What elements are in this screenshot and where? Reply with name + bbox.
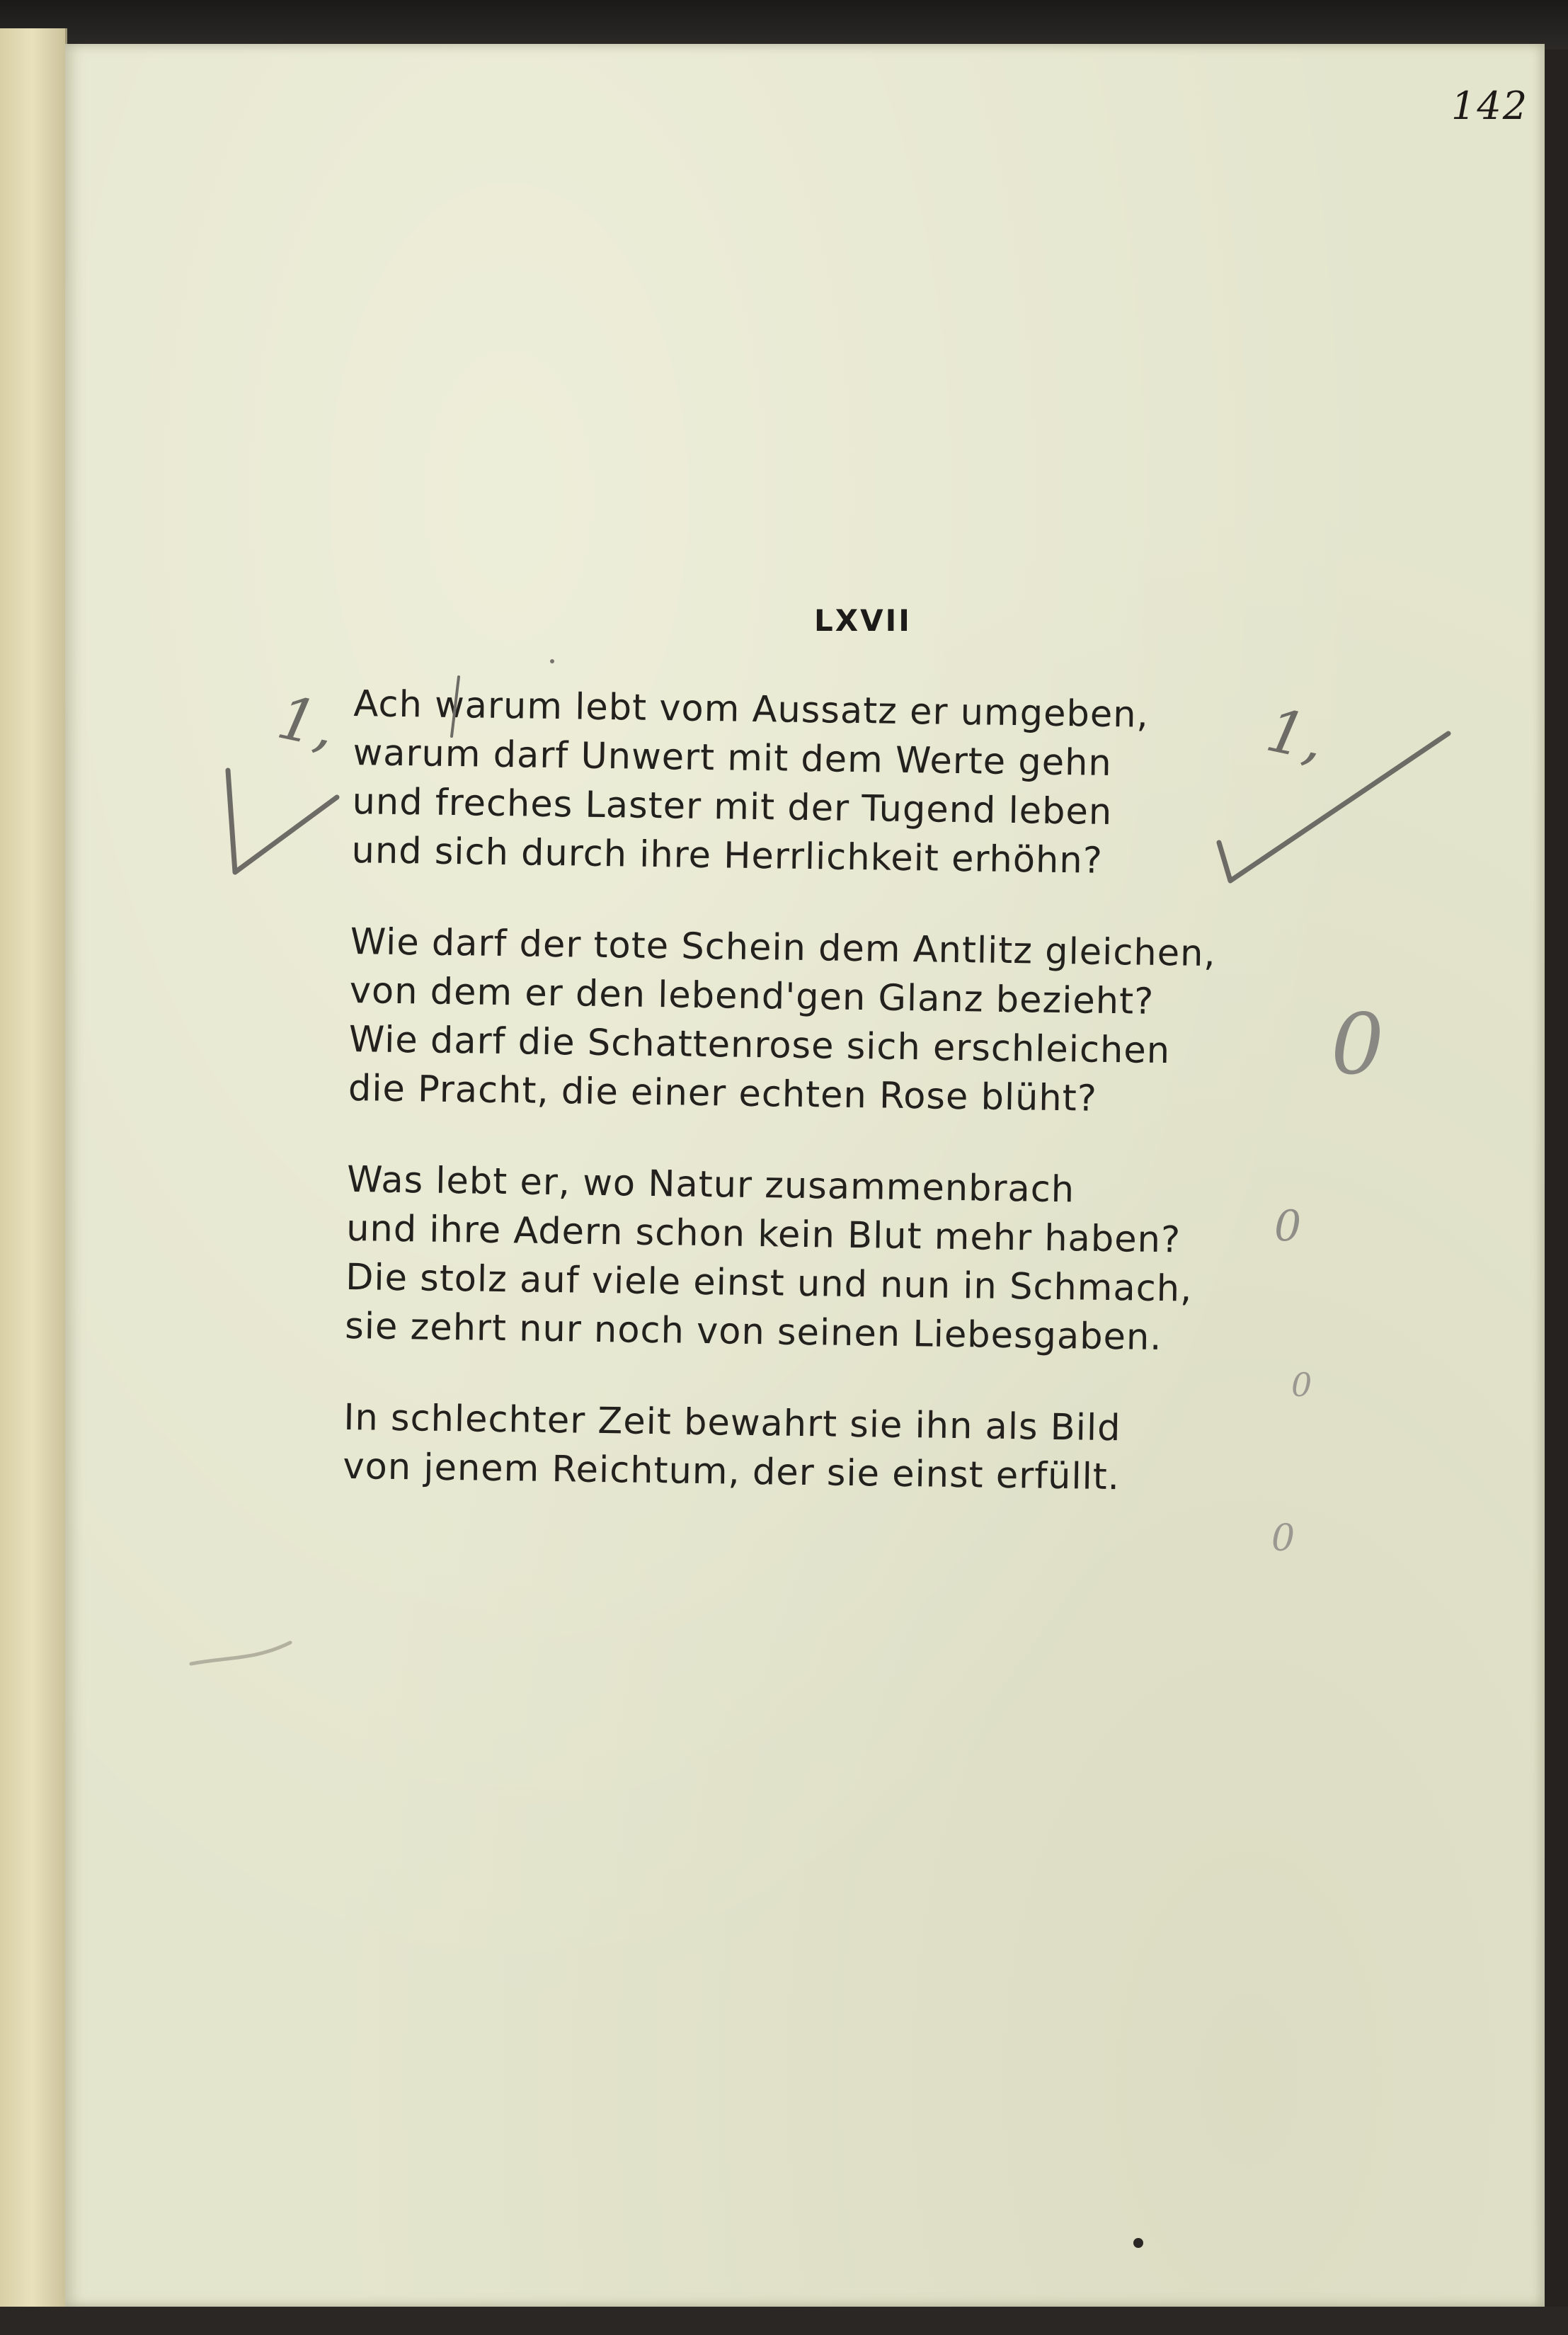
margin-mark: 0 [1274, 1201, 1302, 1251]
stanza [343, 1393, 1293, 1505]
poem-line: und sich durch ihre Herrlichkeit erhöhn? [351, 829, 1104, 882]
tally-left: 1, [271, 682, 342, 763]
poem-line: In schlechter Zeit bewahrt sie ihn als Bild [343, 1396, 1121, 1450]
stanza [348, 918, 1299, 1126]
poem-line: von dem er den lebend'gen Glanz bezieht? [349, 969, 1155, 1023]
poem-line: Wie darf der tote Schein dem Antlitz gleichen, [350, 920, 1217, 976]
poem-line: sie zehrt nur noch von seinen Liebesgaben. [344, 1305, 1162, 1359]
poem-line: und freches Laster mit der Tugend leben [352, 780, 1113, 833]
poem-line: Was lebt er, wo Natur zusammenbrach [346, 1158, 1075, 1211]
poem-line: von jenem Reichtum, der sie einst erfüllt. [343, 1445, 1121, 1499]
poem-line: und ihre Adern schon kein Blut mehr haben? [345, 1207, 1181, 1262]
poem-line: warum darf Unwert mit dem Werte gehn [353, 731, 1113, 784]
poem-title: LXVII [814, 603, 912, 638]
poem-body [342, 680, 1303, 1547]
margin-mark: 0 [1271, 1517, 1295, 1560]
stanza [345, 1155, 1296, 1364]
facing-page-edge [0, 28, 67, 2329]
folio-number: 142 [1451, 84, 1529, 128]
stanza [351, 680, 1303, 889]
margin-mark: 0 [1331, 995, 1385, 1093]
scanner-background-bottom [0, 2307, 1568, 2335]
poem-line: Die stolz auf viele einst und nun in Schmach, [345, 1256, 1193, 1311]
poem-line: Ach warum lebt vom Aussatz er umgeben, [353, 683, 1150, 736]
poem-line: Wie darf die Schattenrose sich erschleichen [348, 1018, 1171, 1073]
margin-mark: 0 [1291, 1366, 1312, 1404]
tally-right: 1, [1260, 695, 1331, 775]
poem-line: die Pracht, die einer echten Rose blüht? [348, 1067, 1098, 1120]
scanner-background-top [0, 0, 1568, 50]
